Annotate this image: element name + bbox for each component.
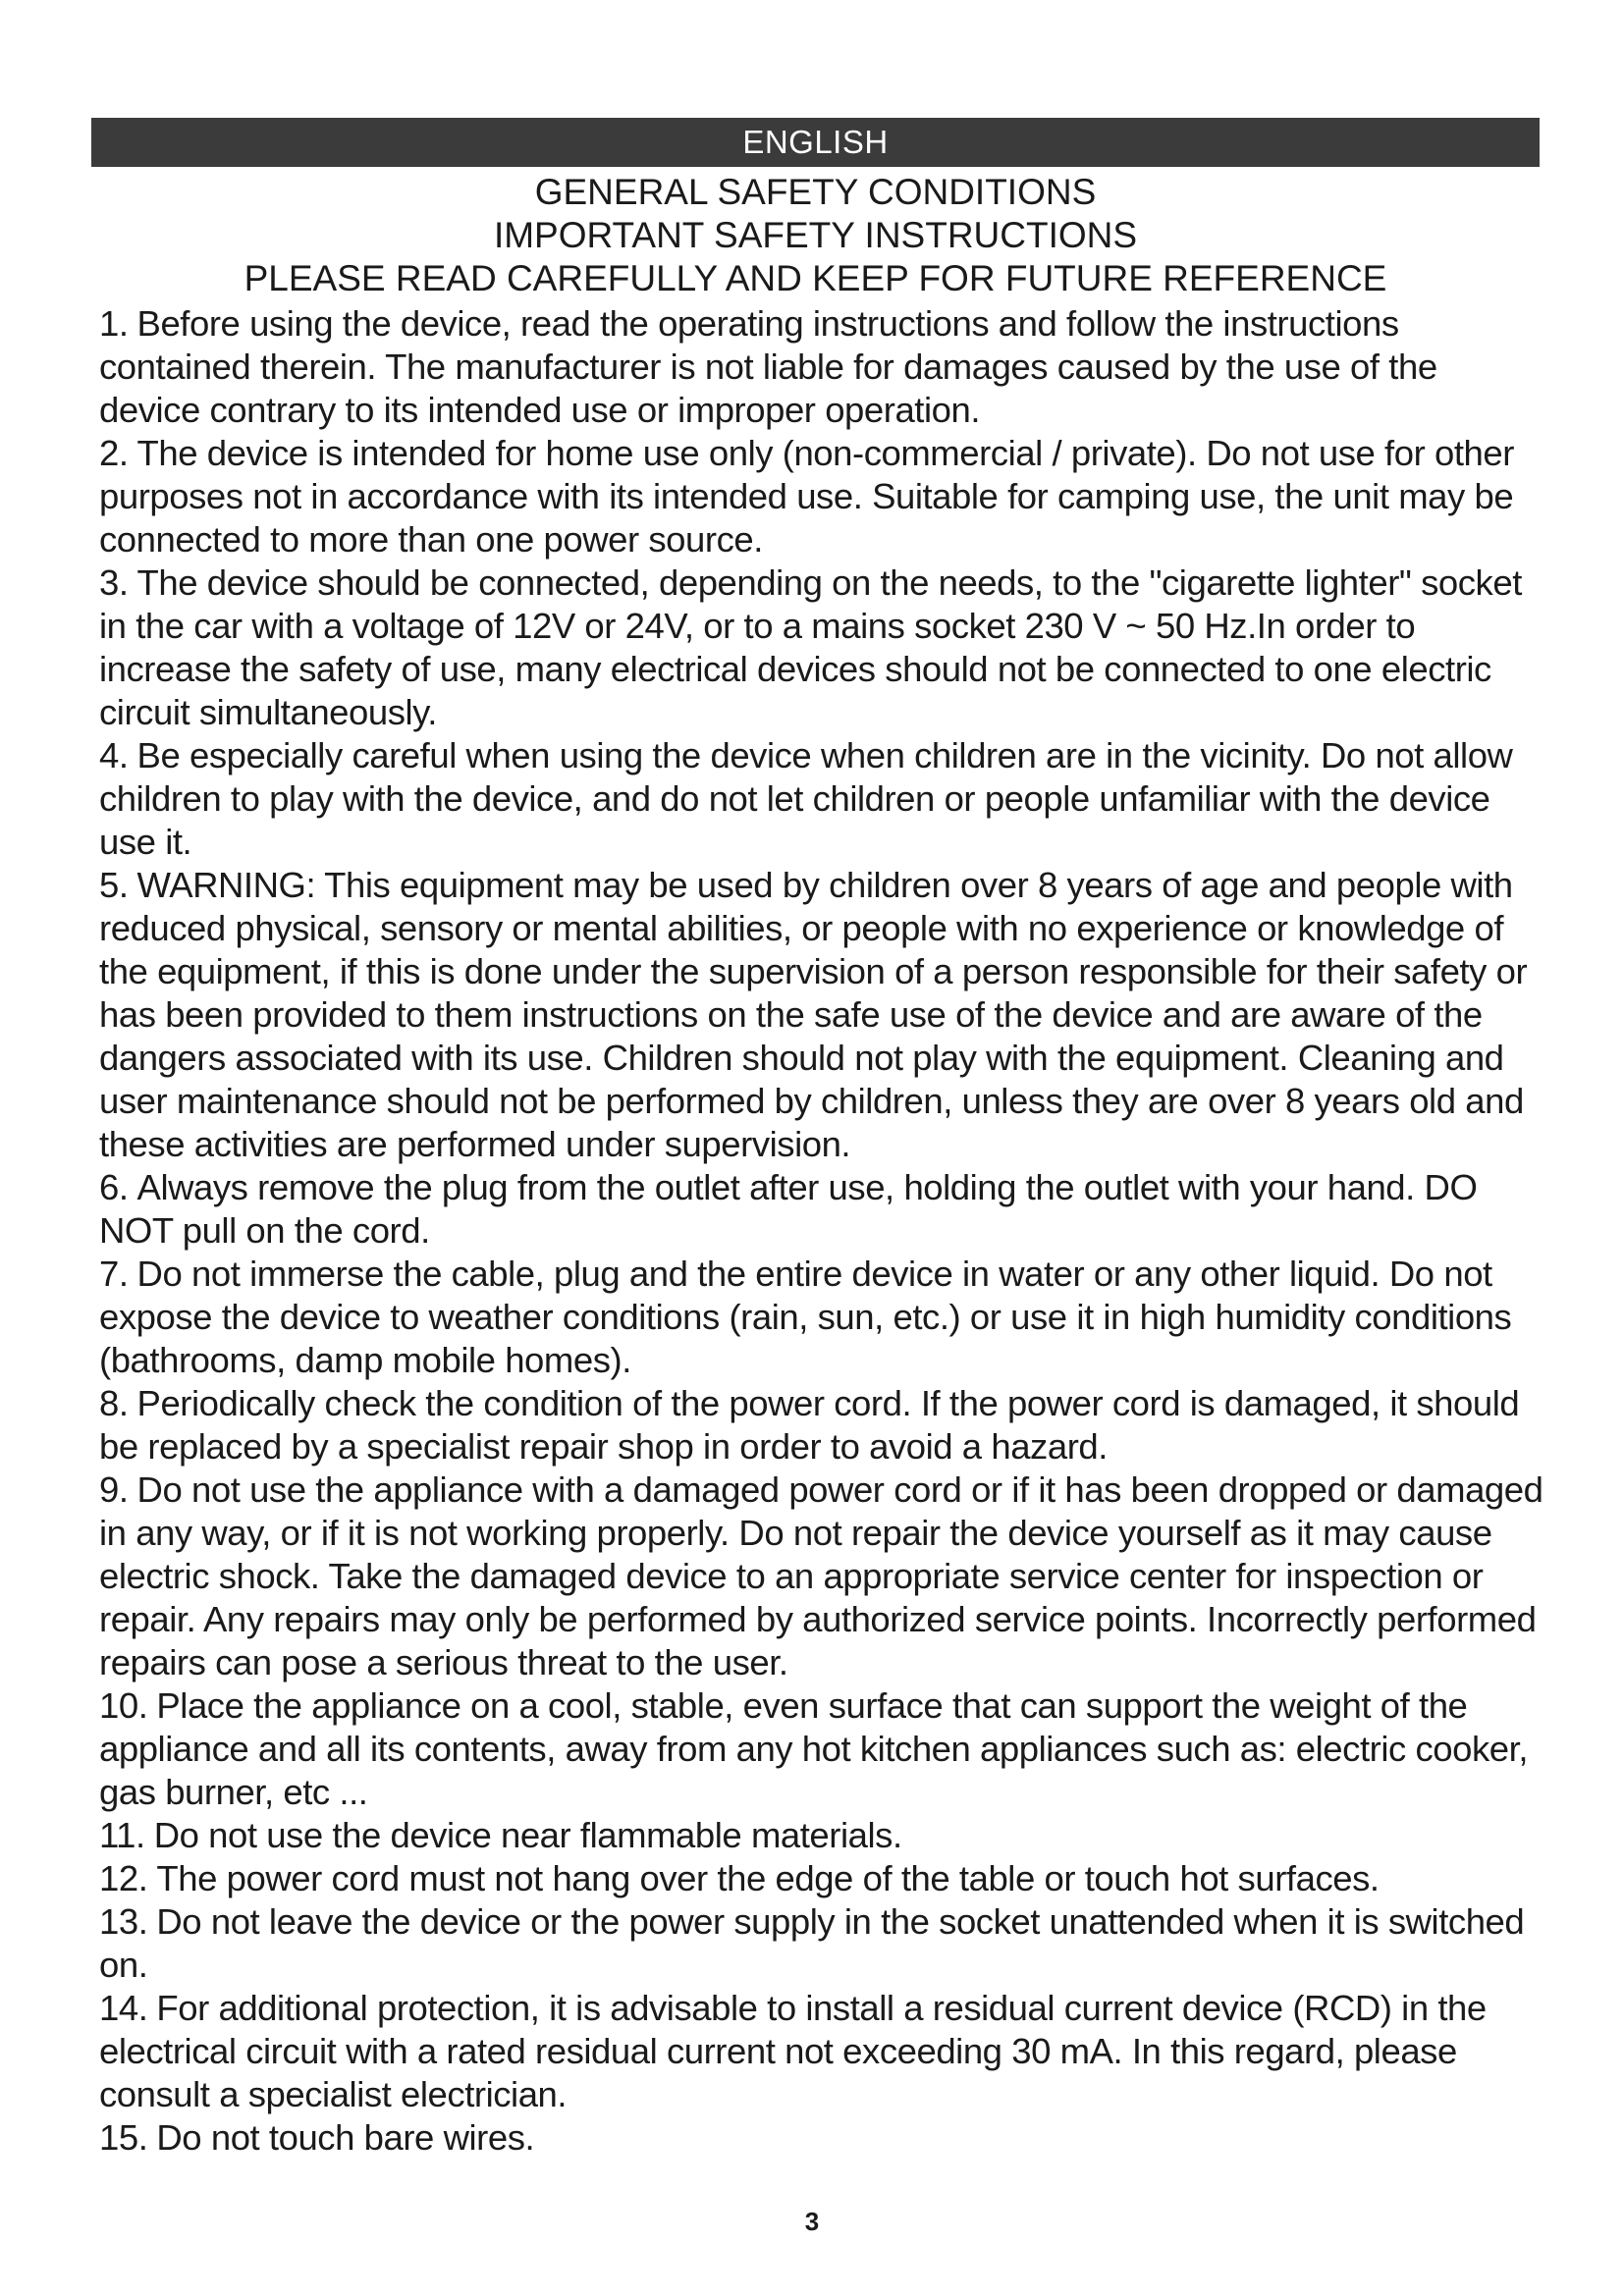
item-text: Do not touch bare wires. — [156, 2117, 535, 2158]
item-number: 13. — [99, 1901, 148, 1942]
heading-important-instructions: IMPORTANT SAFETY INSTRUCTIONS — [493, 215, 1138, 255]
item-number: 9. — [99, 1469, 129, 1510]
list-item — [99, 2116, 1547, 2160]
list-item — [99, 1253, 1547, 1382]
item-text: The device is intended for home use only (non-commercial / private). Do not use for other purposes not in accordance with its intended use. Suitable for camping use, the unit may be connected to more than one power source. — [99, 433, 1514, 560]
list-item — [99, 1382, 1547, 1468]
safety-instructions-list — [99, 302, 1547, 2160]
item-number: 1. — [99, 303, 129, 344]
item-text: Do not use the appliance with a damaged power cord or if it has been dropped or damaged in any way, or if it is not working properly. Do not repair the device yourself as it may cause electric shock. Take the damaged device to an appropriate service center for inspection or repair. Any repairs may only be performed by authorized service points. Incorrectly performed repairs can pose a serious threat to the user. — [99, 1469, 1543, 1682]
item-number: 14. — [99, 1988, 148, 2028]
item-text: Before using the device, read the operating instructions and follow the instructions contained therein. The manufacturer is not liable for damages caused by the use of the device contrary to its intended use or improper operation. — [99, 303, 1437, 430]
list-item — [99, 1468, 1547, 1684]
title-block — [91, 171, 1540, 300]
item-text: Be especially careful when using the device when children are in the vicinity. Do not allow children to play with the device, and do not let children or people unfamiliar with the device use it. — [99, 735, 1513, 862]
language-header-bar: ENGLISH — [91, 118, 1540, 167]
list-item — [99, 302, 1547, 432]
item-text: Place the appliance on a cool, stable, even surface that can support the weight of the appliance and all its contents, away from any hot kitchen appliances such as: electric cooker, gas burner, etc ... — [99, 1685, 1529, 1812]
item-number: 6. — [99, 1167, 129, 1207]
list-item — [99, 1987, 1547, 2116]
item-text: Always remove the plug from the outlet after use, holding the outlet with your hand. DO NOT pull on the cord. — [99, 1167, 1478, 1251]
list-item — [99, 1684, 1547, 1814]
item-number: 4. — [99, 735, 129, 775]
item-number: 2. — [99, 433, 129, 473]
item-number: 10. — [99, 1685, 148, 1726]
list-item — [99, 864, 1547, 1166]
list-item — [99, 432, 1547, 561]
item-number: 5. — [99, 865, 129, 905]
item-text: The power cord must not hang over the edge of the table or touch hot surfaces. — [156, 1858, 1380, 1898]
item-number: 7. — [99, 1254, 129, 1294]
list-item — [99, 561, 1547, 734]
heading-general-safety: GENERAL SAFETY CONDITIONS — [534, 172, 1097, 212]
item-number: 8. — [99, 1383, 129, 1423]
list-item — [99, 1814, 1547, 1857]
list-item — [99, 1900, 1547, 1987]
item-number: 11. — [99, 1815, 145, 1855]
item-text: For additional protection, it is advisable to install a residual current device (RCD) in the electrical circuit with a rated residual current not exceeding 30 mA. In this regard, please consult a specialist electrician. — [99, 1988, 1487, 2114]
list-item — [99, 734, 1547, 864]
heading-read-carefully: PLEASE READ CAREFULLY AND KEEP FOR FUTURE REFERENCE — [244, 258, 1387, 298]
item-number: 15. — [99, 2117, 148, 2158]
list-item — [99, 1857, 1547, 1900]
item-text: Do not immerse the cable, plug and the entire device in water or any other liquid. Do not expose the device to weather conditions (rain, sun, etc.) or use it in high humidity conditions (bathrooms, damp mobile homes). — [99, 1254, 1512, 1380]
item-number: 12. — [99, 1858, 148, 1898]
item-text: Do not leave the device or the power supply in the socket unattended when it is switched on. — [99, 1901, 1525, 1985]
item-text: Periodically check the condition of the power cord. If the power cord is damaged, it should be replaced by a specialist repair shop in order to avoid a hazard. — [99, 1383, 1520, 1467]
list-item — [99, 1166, 1547, 1253]
item-number: 3. — [99, 562, 129, 603]
page-number: 3 — [804, 2207, 820, 2236]
item-text: The device should be connected, depending on the needs, to the "cigarette lighter" socket in the car with a voltage of 12V or 24V, or to a mains socket 230 V ~ 50 Hz.In order to increase the safety of use, many electrical devices should not be connected to one electric circuit simultaneously. — [99, 562, 1522, 732]
item-text: WARNING: This equipment may be used by children over 8 years of age and people with reduced physical, sensory or mental abilities, or people with no experience or knowledge of the equipment, if this is done under the supervision of a person responsible for their safety or has been provided to them instructions on the safe use of the device and are aware of the dangers associated with its use. Children should not play with the equipment. Cleaning and user maintenance should not be performed by children, unless they are over 8 years old and these activities are performed under supervision. — [99, 865, 1528, 1164]
item-text: Do not use the device near flammable materials. — [153, 1815, 902, 1855]
